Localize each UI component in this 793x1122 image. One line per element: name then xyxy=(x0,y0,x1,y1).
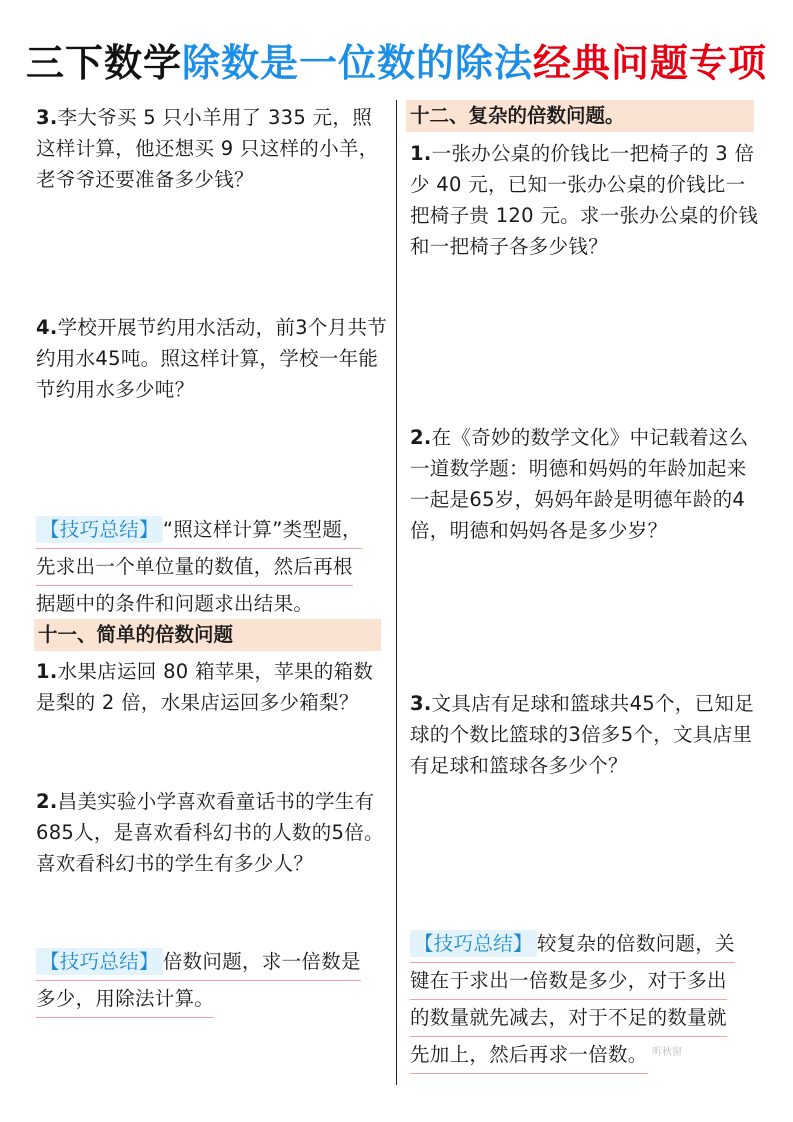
question-text: 昌美实验小学喜欢看童话书的学生有685人，是喜欢看科幻书的人数的5倍。喜欢看科幻书的学生有多少人？ xyxy=(36,790,384,875)
tip-line xyxy=(36,944,361,981)
tip-summary-3 xyxy=(410,926,762,1074)
question-number: 2. xyxy=(36,790,58,813)
right-question-2 xyxy=(410,422,762,546)
tip-line xyxy=(36,512,362,549)
question-number: 1. xyxy=(36,660,58,683)
title-part-special: 经典问题专项 xyxy=(533,41,768,85)
watermark: 听秋窗 xyxy=(652,1047,682,1058)
page-title xyxy=(20,28,773,98)
question-number: 4. xyxy=(36,316,58,339)
question-text: 文具店有足球和篮球共45个，已知足球的个数比篮球的3倍多5个，文具店里有足球和篮球各多少个？ xyxy=(410,692,754,777)
question-text: 李大爷买 5 只小羊用了 335 元，照这样计算，他还想买 9 只这样的小羊，老爷爷还要准备多少钱？ xyxy=(36,106,379,191)
tip-tag: 【技巧总结】 xyxy=(36,516,163,543)
section-heading-12: 十二、复杂的倍数问题。 xyxy=(406,100,754,132)
section-heading-11: 十一、简单的倍数问题 xyxy=(34,619,381,651)
tip-line xyxy=(410,926,735,963)
question-number: 3. xyxy=(410,692,432,715)
tip-summary-1 xyxy=(36,512,388,623)
tip-line: 键在于求出一倍数是多少，对于多出 xyxy=(410,963,727,1000)
tip-tag: 【技巧总结】 xyxy=(410,930,537,957)
question-number: 3. xyxy=(36,106,58,129)
tip-tag: 【技巧总结】 xyxy=(36,948,163,975)
right-question-1 xyxy=(410,138,762,262)
right-question-3 xyxy=(410,688,762,781)
question-text: 一张办公桌的价钱比一把椅子的 3 倍少 40 元，已知一张办公桌的价钱比一把椅子贵 120 元。求一张办公桌的价钱和一把椅子各多少钱？ xyxy=(410,142,759,258)
tip-text: “照这样计算”类型题， xyxy=(162,518,362,541)
section11-question-1 xyxy=(36,656,388,718)
tip-line: 据题中的条件和问题求出结果。 xyxy=(36,586,313,623)
title-part-grade: 三下数学 xyxy=(25,41,182,85)
tip-text: 倍数问题，求一倍数是 xyxy=(162,950,361,973)
tip-summary-2 xyxy=(36,944,388,1018)
question-number: 1. xyxy=(410,142,432,165)
question-text: 水果店运回 80 箱苹果，苹果的箱数是梨的 2 倍，水果店运回多少箱梨？ xyxy=(36,660,374,714)
section11-question-2 xyxy=(36,786,388,879)
tip-line: 先加上，然后再求一倍数。 xyxy=(410,1037,648,1074)
question-text: 在《奇妙的数学文化》中记载着这么一道数学题：明德和妈妈的年龄加起来一起是65岁，妈妈年龄是明德年龄的4倍，明德和妈妈各是多少岁？ xyxy=(410,426,749,542)
tip-line: 先求出一个单位量的数值，然后再根 xyxy=(36,549,353,586)
tip-line: 的数量就先减去，对于不足的数量就 xyxy=(410,1000,727,1037)
left-question-4 xyxy=(36,312,388,405)
question-text: 学校开展节约用水活动，前3个月共节约用水45吨。照这样计算，学校一年能节约用水多少吨？ xyxy=(36,316,388,401)
tip-text: 较复杂的倍数问题，关 xyxy=(536,932,735,955)
question-number: 2. xyxy=(410,426,432,449)
title-part-topic: 除数是一位数的除法 xyxy=(181,41,533,85)
left-question-3 xyxy=(36,102,388,195)
column-divider xyxy=(396,100,397,1085)
tip-line: 多少，用除法计算。 xyxy=(36,981,214,1018)
